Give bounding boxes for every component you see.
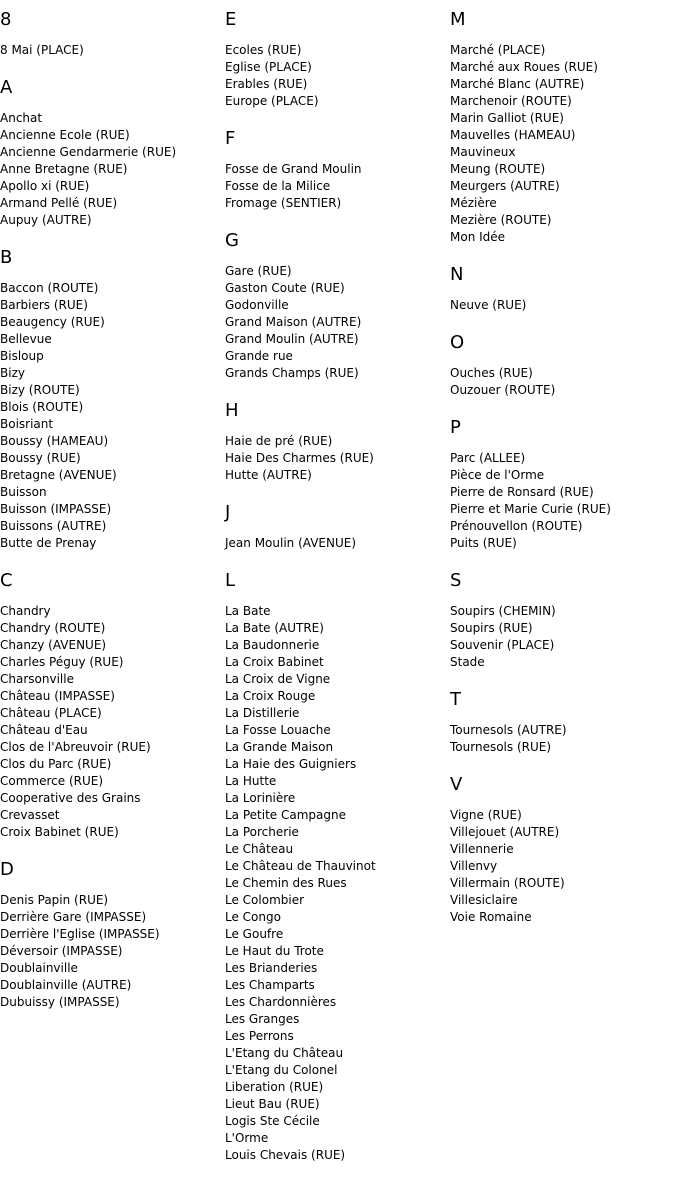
street-entry: Ouzouer (ROUTE) [450, 383, 556, 397]
street-entry: Les Chardonnières [225, 995, 337, 1009]
street-entry: L'Orme [225, 1131, 269, 1145]
street-entry: Villenvy [450, 859, 498, 873]
street-entry: La Petite Campagne [225, 808, 346, 822]
street-entry: Hutte (AUTRE) [225, 468, 312, 482]
street-entry: Bizy [0, 366, 25, 380]
section-letter-heading: T [450, 689, 461, 710]
street-entry: Ecoles (RUE) [225, 43, 302, 57]
street-entry: Tournesols (RUE) [450, 740, 552, 754]
section-letter-heading: H [225, 400, 239, 421]
street-entry: Charles Péguy (RUE) [0, 655, 124, 669]
section-letter-heading: M [450, 9, 466, 30]
street-entry: Ouches (RUE) [450, 366, 533, 380]
street-entry: Villennerie [450, 842, 514, 856]
street-entry: Denis Papin (RUE) [0, 893, 109, 907]
street-entry: Crevasset [0, 808, 60, 822]
letter-section [450, 689, 675, 756]
street-entry: La Lorinière [225, 791, 296, 805]
street-entry: Château (IMPASSE) [0, 689, 115, 703]
street-entry: Château (PLACE) [0, 706, 102, 720]
street-entry: Souvenir (PLACE) [450, 638, 555, 652]
letter-section [450, 264, 675, 314]
street-entry: Boisriant [0, 417, 54, 431]
street-entry: Pièce de l'Orme [450, 468, 545, 482]
street-entry: Parc (ALLEE) [450, 451, 526, 465]
letter-section [450, 332, 675, 399]
street-entry: Puits (RUE) [450, 536, 517, 550]
letter-section [225, 400, 450, 484]
section-letter-heading: D [0, 859, 14, 880]
street-entry: Lieut Bau (RUE) [225, 1097, 320, 1111]
street-entry: Barbiers (RUE) [0, 298, 88, 312]
street-entry: Liberation (RUE) [225, 1080, 324, 1094]
street-entry: Dubuissy (IMPASSE) [0, 995, 120, 1009]
street-entry: Meung (ROUTE) [450, 162, 546, 176]
street-entry: Europe (PLACE) [225, 94, 319, 108]
street-entry: La Baudonnerie [225, 638, 320, 652]
street-entry: L'Etang du Colonel [225, 1063, 338, 1077]
street-entry: Cooperative des Grains [0, 791, 141, 805]
section-letter-heading: O [450, 332, 465, 353]
street-entry: Mauvineux [450, 145, 516, 159]
street-entry: Stade [450, 655, 485, 669]
street-entry: Haie de pré (RUE) [225, 434, 333, 448]
street-entry: Aupuy (AUTRE) [0, 213, 92, 227]
street-entry: Tournesols (AUTRE) [450, 723, 567, 737]
street-entry: La Distillerie [225, 706, 300, 720]
street-entry: Armand Pellé (RUE) [0, 196, 118, 210]
letter-section [450, 9, 675, 246]
section-letter-heading: 8 [0, 9, 12, 30]
street-entry: Croix Babinet (RUE) [0, 825, 119, 839]
street-entry: 8 Mai (PLACE) [0, 43, 84, 57]
street-entry: Prénouvellon (ROUTE) [450, 519, 583, 533]
section-letter-heading: L [225, 570, 236, 591]
letter-section [0, 9, 225, 59]
street-entry: Déversoir (IMPASSE) [0, 944, 123, 958]
street-entry: Fosse de Grand Moulin [225, 162, 362, 176]
street-entry: La Bate [225, 604, 271, 618]
street-entry: Buisson [0, 485, 47, 499]
street-entry: Marché Blanc (AUTRE) [450, 77, 585, 91]
street-entry: Le Château [225, 842, 294, 856]
letter-section [225, 502, 450, 552]
street-entry: Blois (ROUTE) [0, 400, 84, 414]
street-entry: Grande rue [225, 349, 293, 363]
letter-section [450, 570, 675, 671]
section-letter-heading: G [225, 230, 239, 251]
street-entry: Gare (RUE) [225, 264, 292, 278]
section-letter-heading: N [450, 264, 464, 285]
street-entry: Buisson (IMPASSE) [0, 502, 112, 516]
street-entry: Fromage (SENTIER) [225, 196, 342, 210]
street-entry: Godonville [225, 298, 289, 312]
street-entry: Grand Maison (AUTRE) [225, 315, 362, 329]
street-entry: Apollo xi (RUE) [0, 179, 90, 193]
letter-section [0, 247, 225, 552]
street-entry: Butte de Prenay [0, 536, 97, 550]
letter-section [225, 570, 450, 1164]
section-letter-heading: P [450, 417, 461, 438]
street-entry: Chanzy (AVENUE) [0, 638, 107, 652]
street-entry: Meurgers (AUTRE) [450, 179, 560, 193]
street-entry: La Grande Maison [225, 740, 334, 754]
street-entry: Mauvelles (HAMEAU) [450, 128, 576, 142]
letter-section [0, 859, 225, 1011]
street-entry: Soupirs (CHEMIN) [450, 604, 556, 618]
street-entry: Pierre de Ronsard (RUE) [450, 485, 594, 499]
section-letter-heading: J [225, 502, 231, 523]
street-entry: Anchat [0, 111, 43, 125]
street-entry: La Haie des Guigniers [225, 757, 357, 771]
section-letter-heading: F [225, 128, 236, 149]
street-entry: Chandry (ROUTE) [0, 621, 106, 635]
letter-section [225, 9, 450, 110]
street-entry: La Croix de Vigne [225, 672, 331, 686]
street-entry: Château d'Eau [0, 723, 88, 737]
street-entry: Doublainville (AUTRE) [0, 978, 132, 992]
street-entry: Clos du Parc (RUE) [0, 757, 112, 771]
street-entry: Clos de l'Abreuvoir (RUE) [0, 740, 151, 754]
street-entry: Marin Galliot (RUE) [450, 111, 564, 125]
street-entry: Pierre et Marie Curie (RUE) [450, 502, 611, 516]
street-entry: Ancienne Gendarmerie (RUE) [0, 145, 177, 159]
section-letter-heading: V [450, 774, 463, 795]
street-entry: Grand Moulin (AUTRE) [225, 332, 359, 346]
street-entry: Haie Des Charmes (RUE) [225, 451, 374, 465]
section-letter-heading: B [0, 247, 13, 268]
street-entry: Jean Moulin (AVENUE) [225, 536, 357, 550]
street-entry: Bisloup [0, 349, 44, 363]
street-entry: Bizy (ROUTE) [0, 383, 80, 397]
street-entry: Erables (RUE) [225, 77, 308, 91]
letter-section [225, 128, 450, 212]
street-entry: Le Congo [225, 910, 281, 924]
street-entry: La Croix Babinet [225, 655, 324, 669]
section-letter-heading: E [225, 9, 237, 30]
street-entry: Anne Bretagne (RUE) [0, 162, 128, 176]
street-entry: Villesiclaire [450, 893, 518, 907]
street-entry: Mezière (ROUTE) [450, 213, 552, 227]
street-entry: Fosse de la Milice [225, 179, 331, 193]
street-entry: Les Brianderies [225, 961, 318, 975]
street-entry: Les Champarts [225, 978, 315, 992]
letter-section [0, 570, 225, 841]
street-entry: Boussy (HAMEAU) [0, 434, 109, 448]
street-entry: Voie Romaine [450, 910, 532, 924]
street-entry: Le Colombier [225, 893, 305, 907]
street-entry: Boussy (RUE) [0, 451, 81, 465]
street-entry: Soupirs (RUE) [450, 621, 533, 635]
index-column-3 [450, 9, 675, 944]
street-entry: Mézière [450, 196, 497, 210]
letter-section [225, 230, 450, 382]
letter-section [450, 417, 675, 552]
street-entry: Vigne (RUE) [450, 808, 522, 822]
street-entry: Villejouet (AUTRE) [450, 825, 560, 839]
street-entry: Commerce (RUE) [0, 774, 104, 788]
street-entry: Marché aux Roues (RUE) [450, 60, 598, 74]
street-entry: La Bate (AUTRE) [225, 621, 324, 635]
street-entry: L'Etang du Château [225, 1046, 344, 1060]
street-entry: Bellevue [0, 332, 52, 346]
street-entry: Grands Champs (RUE) [225, 366, 359, 380]
letter-section [450, 774, 675, 926]
street-entry: Les Granges [225, 1012, 300, 1026]
street-entry: Logis Ste Cécile [225, 1114, 320, 1128]
street-entry: Louis Chevais (RUE) [225, 1148, 346, 1162]
street-entry: La Hutte [225, 774, 277, 788]
street-entry: Le Château de Thauvinot [225, 859, 376, 873]
street-entry: Derrière Gare (IMPASSE) [0, 910, 147, 924]
street-entry: Chandry [0, 604, 51, 618]
street-entry: Marchenoir (ROUTE) [450, 94, 572, 108]
street-entry: Neuve (RUE) [450, 298, 527, 312]
street-entry: Eglise (PLACE) [225, 60, 312, 74]
street-entry: La Croix Rouge [225, 689, 316, 703]
section-letter-heading: C [0, 570, 13, 591]
street-entry: Le Chemin des Rues [225, 876, 347, 890]
street-entry: La Porcherie [225, 825, 299, 839]
street-entry: Baccon (ROUTE) [0, 281, 99, 295]
street-entry: Le Goufre [225, 927, 284, 941]
street-entry: Buissons (AUTRE) [0, 519, 107, 533]
street-entry: Les Perrons [225, 1029, 294, 1043]
street-entry: Ancienne Ecole (RUE) [0, 128, 130, 142]
street-entry: Gaston Coute (RUE) [225, 281, 345, 295]
street-entry: Le Haut du Trote [225, 944, 324, 958]
street-entry: Derrière l'Eglise (IMPASSE) [0, 927, 160, 941]
letter-section [0, 77, 225, 229]
street-entry: Bretagne (AVENUE) [0, 468, 117, 482]
street-entry: Villermain (ROUTE) [450, 876, 565, 890]
street-entry: Charsonville [0, 672, 74, 686]
street-entry: Marché (PLACE) [450, 43, 546, 57]
index-column-1 [0, 9, 225, 1029]
index-column-2 [225, 9, 450, 1182]
street-entry: La Fosse Louache [225, 723, 331, 737]
street-entry: Mon Idée [450, 230, 506, 244]
section-letter-heading: S [450, 570, 462, 591]
street-entry: Beaugency (RUE) [0, 315, 105, 329]
street-entry: Doublainville [0, 961, 78, 975]
section-letter-heading: A [0, 77, 13, 98]
